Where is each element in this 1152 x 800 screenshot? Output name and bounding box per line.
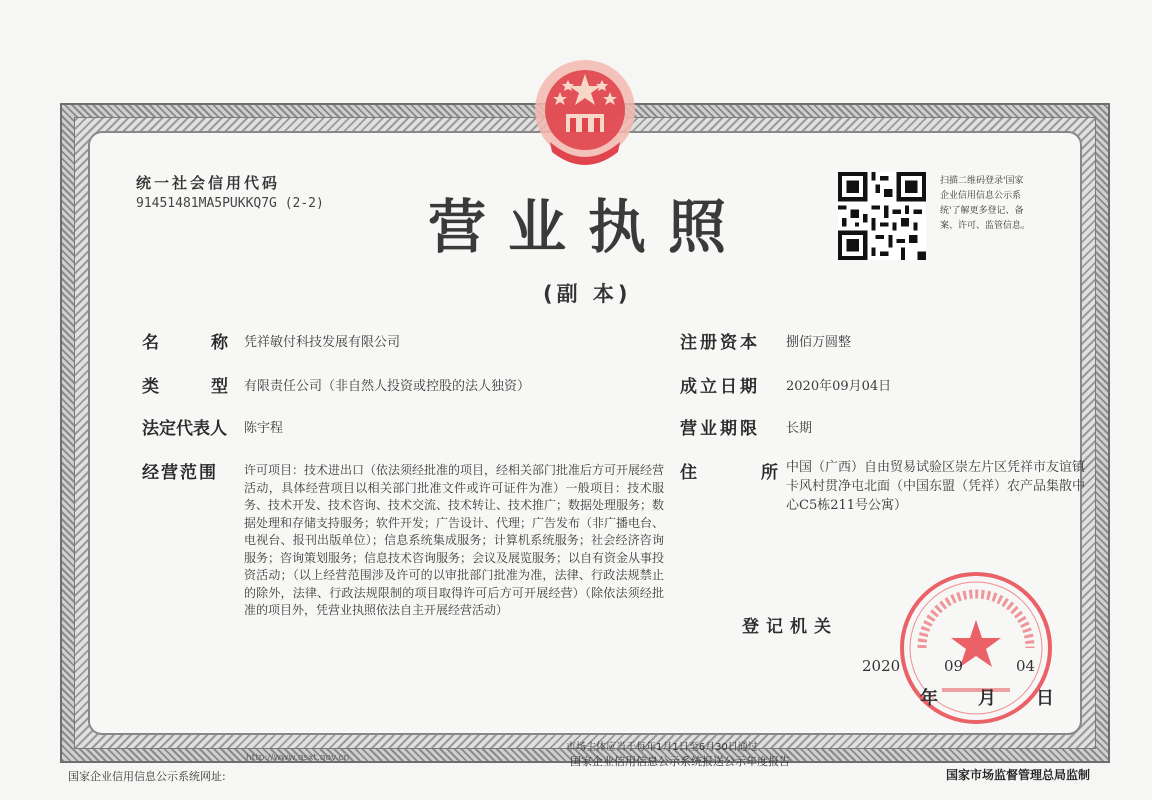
registration-authority-label: 登记机关 [742, 617, 838, 637]
national-emblem-icon [530, 52, 640, 182]
date-day-char: 日 [1036, 688, 1054, 709]
type-label: 类 型 [142, 377, 234, 397]
supervisor-label: 国家市场监督管理总局监制 [946, 768, 1091, 782]
capital-value: 捌佰万圆整 [786, 335, 852, 350]
established-label: 成立日期 [680, 377, 760, 397]
legal-rep-label: 法定代表人 [142, 419, 227, 439]
qr-note: 扫描二维码登录'国家企业信用信息公示系统'了解更多登记、备案、许可、监管信息。 [940, 176, 1031, 231]
credit-code: 91451481MA5PUKKQ7G (2-2) [136, 196, 324, 211]
business-scope-value: 许可项目：技术进出口（依法须经批准的项目，经相关部门批准后方可开展经营活动，具体经营项目以相关部门批准文件或许可证件为准）一般项目：技术服务、技术开发、技术咨询、技术交流、技术转让、技术推广；数据处理服务；数据处理和存储支持服务；软件开发；广告设计、代理；广告发布（非广播电台、电视台、报刊出版单位）；信息系统集成服务；计算机系统服务；社会经济咨询服务；咨询策划服务；信息技术咨询服务；会议及展览服务；以自有资金从事投资活动；（以上经营范围涉及许可的以审批部门批准为准，法律、行政法规禁止的除外，法律、行政法规限制的项目取得许可后方可开展经营）（除依法须经批准的项目外，凭营业执照依法自主开展经营活动） [244, 463, 665, 617]
address-label: 住 所 [680, 463, 788, 483]
name-label: 名 称 [142, 333, 234, 353]
type-value: 有限责任公司（非自然人投资或控股的法人独资） [244, 379, 531, 394]
legal-rep-value: 陈宇程 [244, 421, 284, 436]
date-month: 09 [944, 657, 964, 675]
document-subtitle: (副 本) [543, 282, 632, 306]
credit-code-label: 统一社会信用代码 [136, 174, 281, 192]
date-month-char: 月 [978, 688, 996, 709]
date-year-char: 年 [920, 688, 938, 709]
date-year: 2020 [862, 657, 901, 675]
term-label: 营业期限 [680, 419, 760, 439]
annual-report-notice-2: 国家企业信用信息公示系统报送公示年度报告 [570, 755, 790, 768]
qr-code-icon[interactable] [838, 172, 926, 260]
date-day: 04 [1016, 657, 1036, 675]
established-value: 2020年09月04日 [786, 379, 892, 394]
name-value: 凭祥敏付科技发展有限公司 [244, 335, 401, 350]
address-value: 中国（广西）自由贸易试验区崇左片区凭祥市友谊镇卡风村贯净屯北面（中国东盟（凭祥）农产品集散中心C5栋211号公寓） [786, 460, 1086, 513]
system-url[interactable]: http://www.gsxt.gov.cn [246, 753, 350, 763]
system-url-label: 国家企业信用信息公示系统网址: [68, 770, 226, 783]
business-scope-label: 经营范围 [142, 463, 218, 483]
capital-label: 注册资本 [680, 333, 760, 353]
document-title: 营业执照 [428, 193, 749, 261]
term-value: 长期 [786, 421, 813, 436]
annual-report-notice-1: 市场主体应当于每年1月1日至6月30日通过 [566, 742, 758, 753]
